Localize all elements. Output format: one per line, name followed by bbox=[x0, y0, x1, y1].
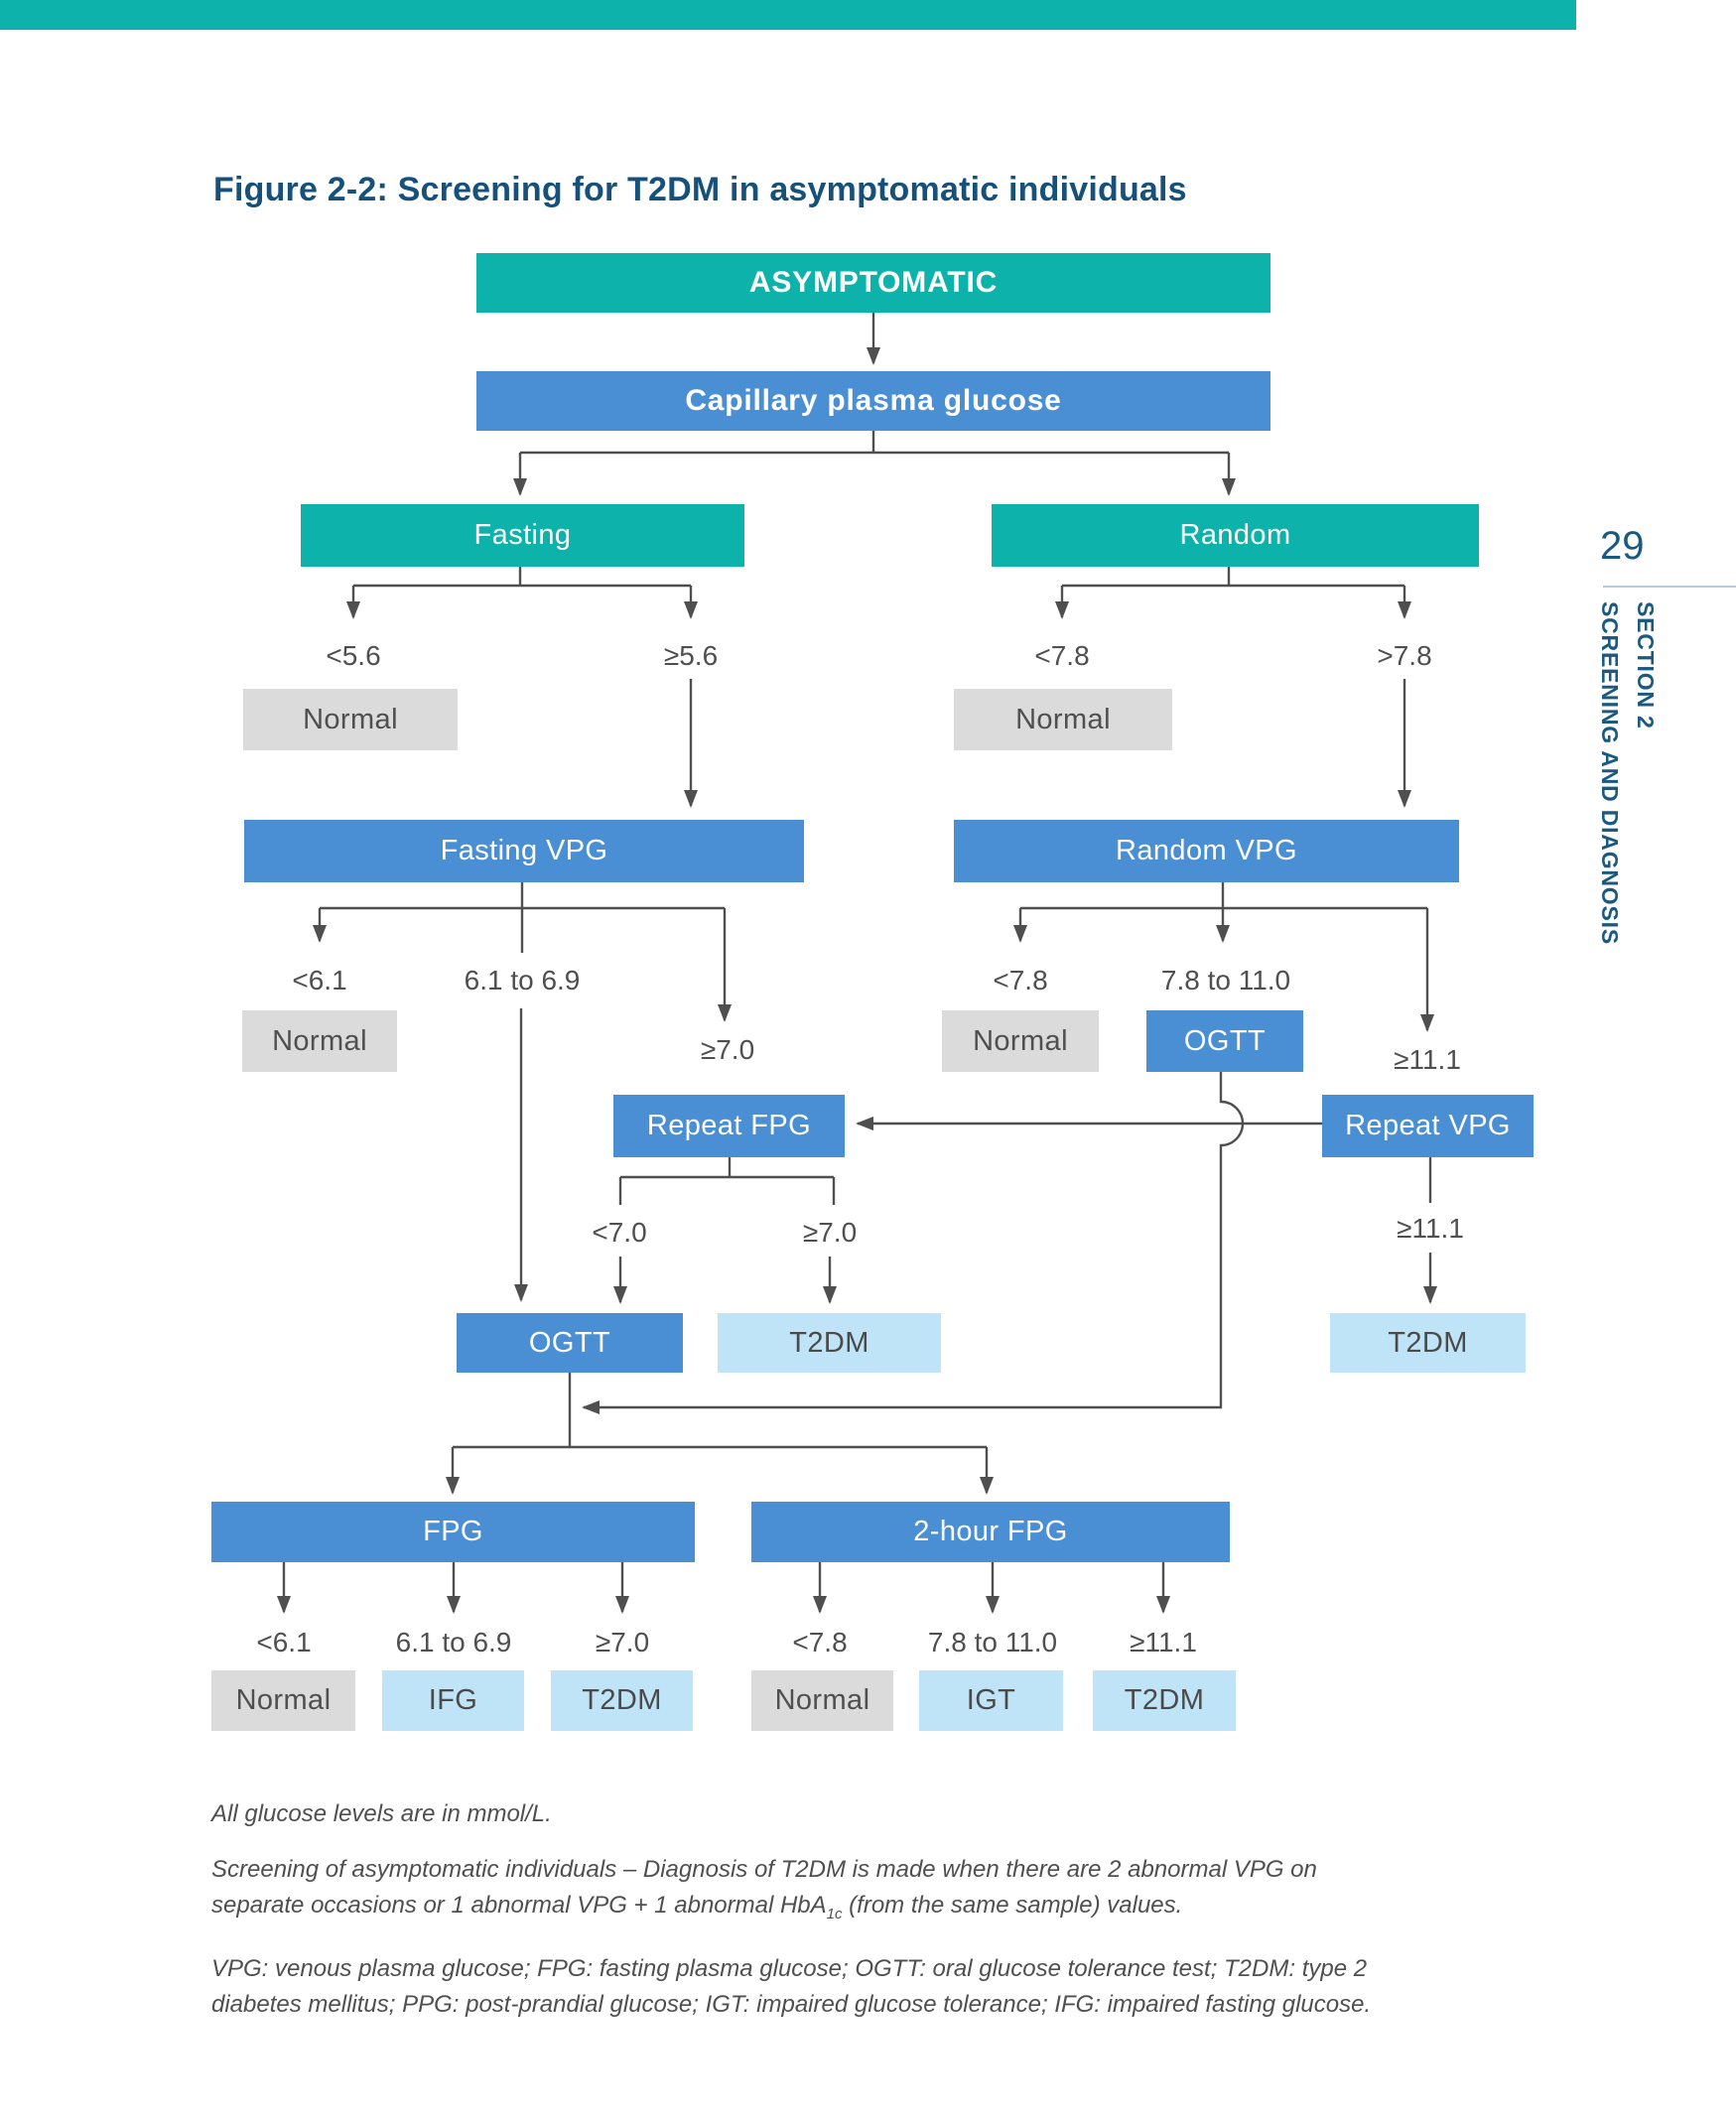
flowchart-node-result-ifg: IFG bbox=[382, 1670, 524, 1731]
threshold-label-two-hour-low: <7.8 bbox=[792, 1627, 848, 1657]
flowchart-node-capillary-plasma-glucose: Capillary plasma glucose bbox=[476, 371, 1270, 431]
footnote-abbreviations bbox=[211, 1951, 1492, 2023]
threshold-label-repeat-fpg-high: ≥7.0 bbox=[802, 1217, 858, 1248]
flowchart-node-result-normal-2h: Normal bbox=[751, 1670, 893, 1731]
hba1c-subscript: 1c bbox=[826, 1905, 843, 1922]
footnote-screening-line2-end: (from the same sample) values. bbox=[842, 1892, 1183, 1919]
flowchart-node-ogtt-random: OGTT bbox=[1146, 1010, 1303, 1072]
flowchart-node-asymptomatic: ASYMPTOMATIC bbox=[476, 253, 1270, 313]
footnote-screening bbox=[211, 1852, 1492, 1932]
footnote-units: All glucose levels are in mmol/L. bbox=[211, 1800, 552, 1827]
threshold-label-cpg-fasting-low: <5.6 bbox=[326, 640, 381, 671]
section-label-line1: SECTION 2 bbox=[1633, 601, 1659, 729]
section-label bbox=[1592, 601, 1664, 945]
threshold-label-repeat-vpg-high: ≥11.1 bbox=[1397, 1213, 1464, 1244]
threshold-label-rvpg-low: <7.8 bbox=[993, 965, 1048, 995]
flowchart-node-two-hour-fpg: 2-hour FPG bbox=[751, 1502, 1230, 1562]
flowchart-node-repeat-vpg: Repeat VPG bbox=[1322, 1095, 1534, 1157]
flowchart-node-random-vpg: Random VPG bbox=[954, 820, 1459, 882]
flowchart-node-random: Random bbox=[992, 504, 1479, 567]
threshold-label-cpg-random-high: >7.8 bbox=[1377, 640, 1432, 671]
flowchart-node-result-t2dm-2h: T2DM bbox=[1093, 1670, 1236, 1731]
flowchart-node-t2dm-repeat-vpg: T2DM bbox=[1330, 1313, 1526, 1373]
flowchart-node-fasting: Fasting bbox=[301, 504, 744, 567]
threshold-label-cpg-fasting-high: ≥5.6 bbox=[663, 640, 719, 671]
threshold-label-repeat-fpg-low: <7.0 bbox=[592, 1217, 647, 1248]
sidebar-divider bbox=[1603, 586, 1736, 588]
section-label-line2: SCREENING AND DIAGNOSIS bbox=[1597, 601, 1623, 945]
flowchart-node-t2dm-repeat-fpg: T2DM bbox=[718, 1313, 941, 1373]
flowchart-node-ogtt-main: OGTT bbox=[457, 1313, 683, 1373]
flowchart-node-result-normal-fpg: Normal bbox=[211, 1670, 355, 1731]
threshold-label-cpg-random-low: <7.8 bbox=[1034, 640, 1090, 671]
threshold-label-fpg-high: ≥7.0 bbox=[595, 1627, 650, 1657]
flowchart-node-fasting-vpg: Fasting VPG bbox=[244, 820, 804, 882]
threshold-label-fpg-low: <6.1 bbox=[256, 1627, 312, 1657]
threshold-label-fpg-mid: 6.1 to 6.9 bbox=[395, 1627, 512, 1657]
threshold-label-two-hour-mid: 7.8 to 11.0 bbox=[927, 1627, 1058, 1657]
threshold-label-rvpg-mid: 7.8 to 11.0 bbox=[1160, 965, 1291, 995]
flowchart-node-normal-random-cpg: Normal bbox=[954, 689, 1172, 750]
flowchart-node-fpg: FPG bbox=[211, 1502, 695, 1562]
threshold-label-rvpg-high: ≥11.1 bbox=[1394, 1044, 1461, 1075]
footnote-abbrev-line2: diabetes mellitus; PPG: post-prandial glucose; IGT: impaired glucose tolerance; IFG: impaired fasting glucose. bbox=[211, 1991, 1372, 2018]
threshold-label-fvpg-high: ≥7.0 bbox=[700, 1034, 755, 1065]
flowchart-node-normal-random-vpg: Normal bbox=[942, 1010, 1099, 1072]
figure-title: Figure 2-2: Screening for T2DM in asymptomatic individuals bbox=[213, 171, 1187, 208]
footnote-screening-line1: Screening of asymptomatic individuals – Diagnosis of T2DM is made when there are 2 abnormal VPG on bbox=[211, 1856, 1317, 1883]
flowchart-node-result-t2dm-fpg: T2DM bbox=[551, 1670, 693, 1731]
threshold-label-fvpg-low: <6.1 bbox=[292, 965, 347, 995]
top-accent-bar bbox=[0, 0, 1576, 30]
page-number: 29 bbox=[1600, 524, 1645, 568]
flowchart-node-result-igt: IGT bbox=[919, 1670, 1063, 1731]
flowchart-node-normal-fasting-vpg: Normal bbox=[242, 1010, 397, 1072]
footnote-screening-line2: separate occasions or 1 abnormal VPG + 1 abnormal HbA bbox=[211, 1892, 827, 1919]
flowchart-node-normal-fasting-cpg: Normal bbox=[243, 689, 458, 750]
flowchart-node-repeat-fpg: Repeat FPG bbox=[613, 1095, 845, 1157]
threshold-label-fvpg-mid: 6.1 to 6.9 bbox=[464, 965, 581, 995]
threshold-label-two-hour-high: ≥11.1 bbox=[1130, 1627, 1197, 1657]
footnote-abbrev-line1: VPG: venous plasma glucose; FPG: fasting plasma glucose; OGTT: oral glucose tolerance test; T2DM: type 2 bbox=[211, 1955, 1368, 1982]
